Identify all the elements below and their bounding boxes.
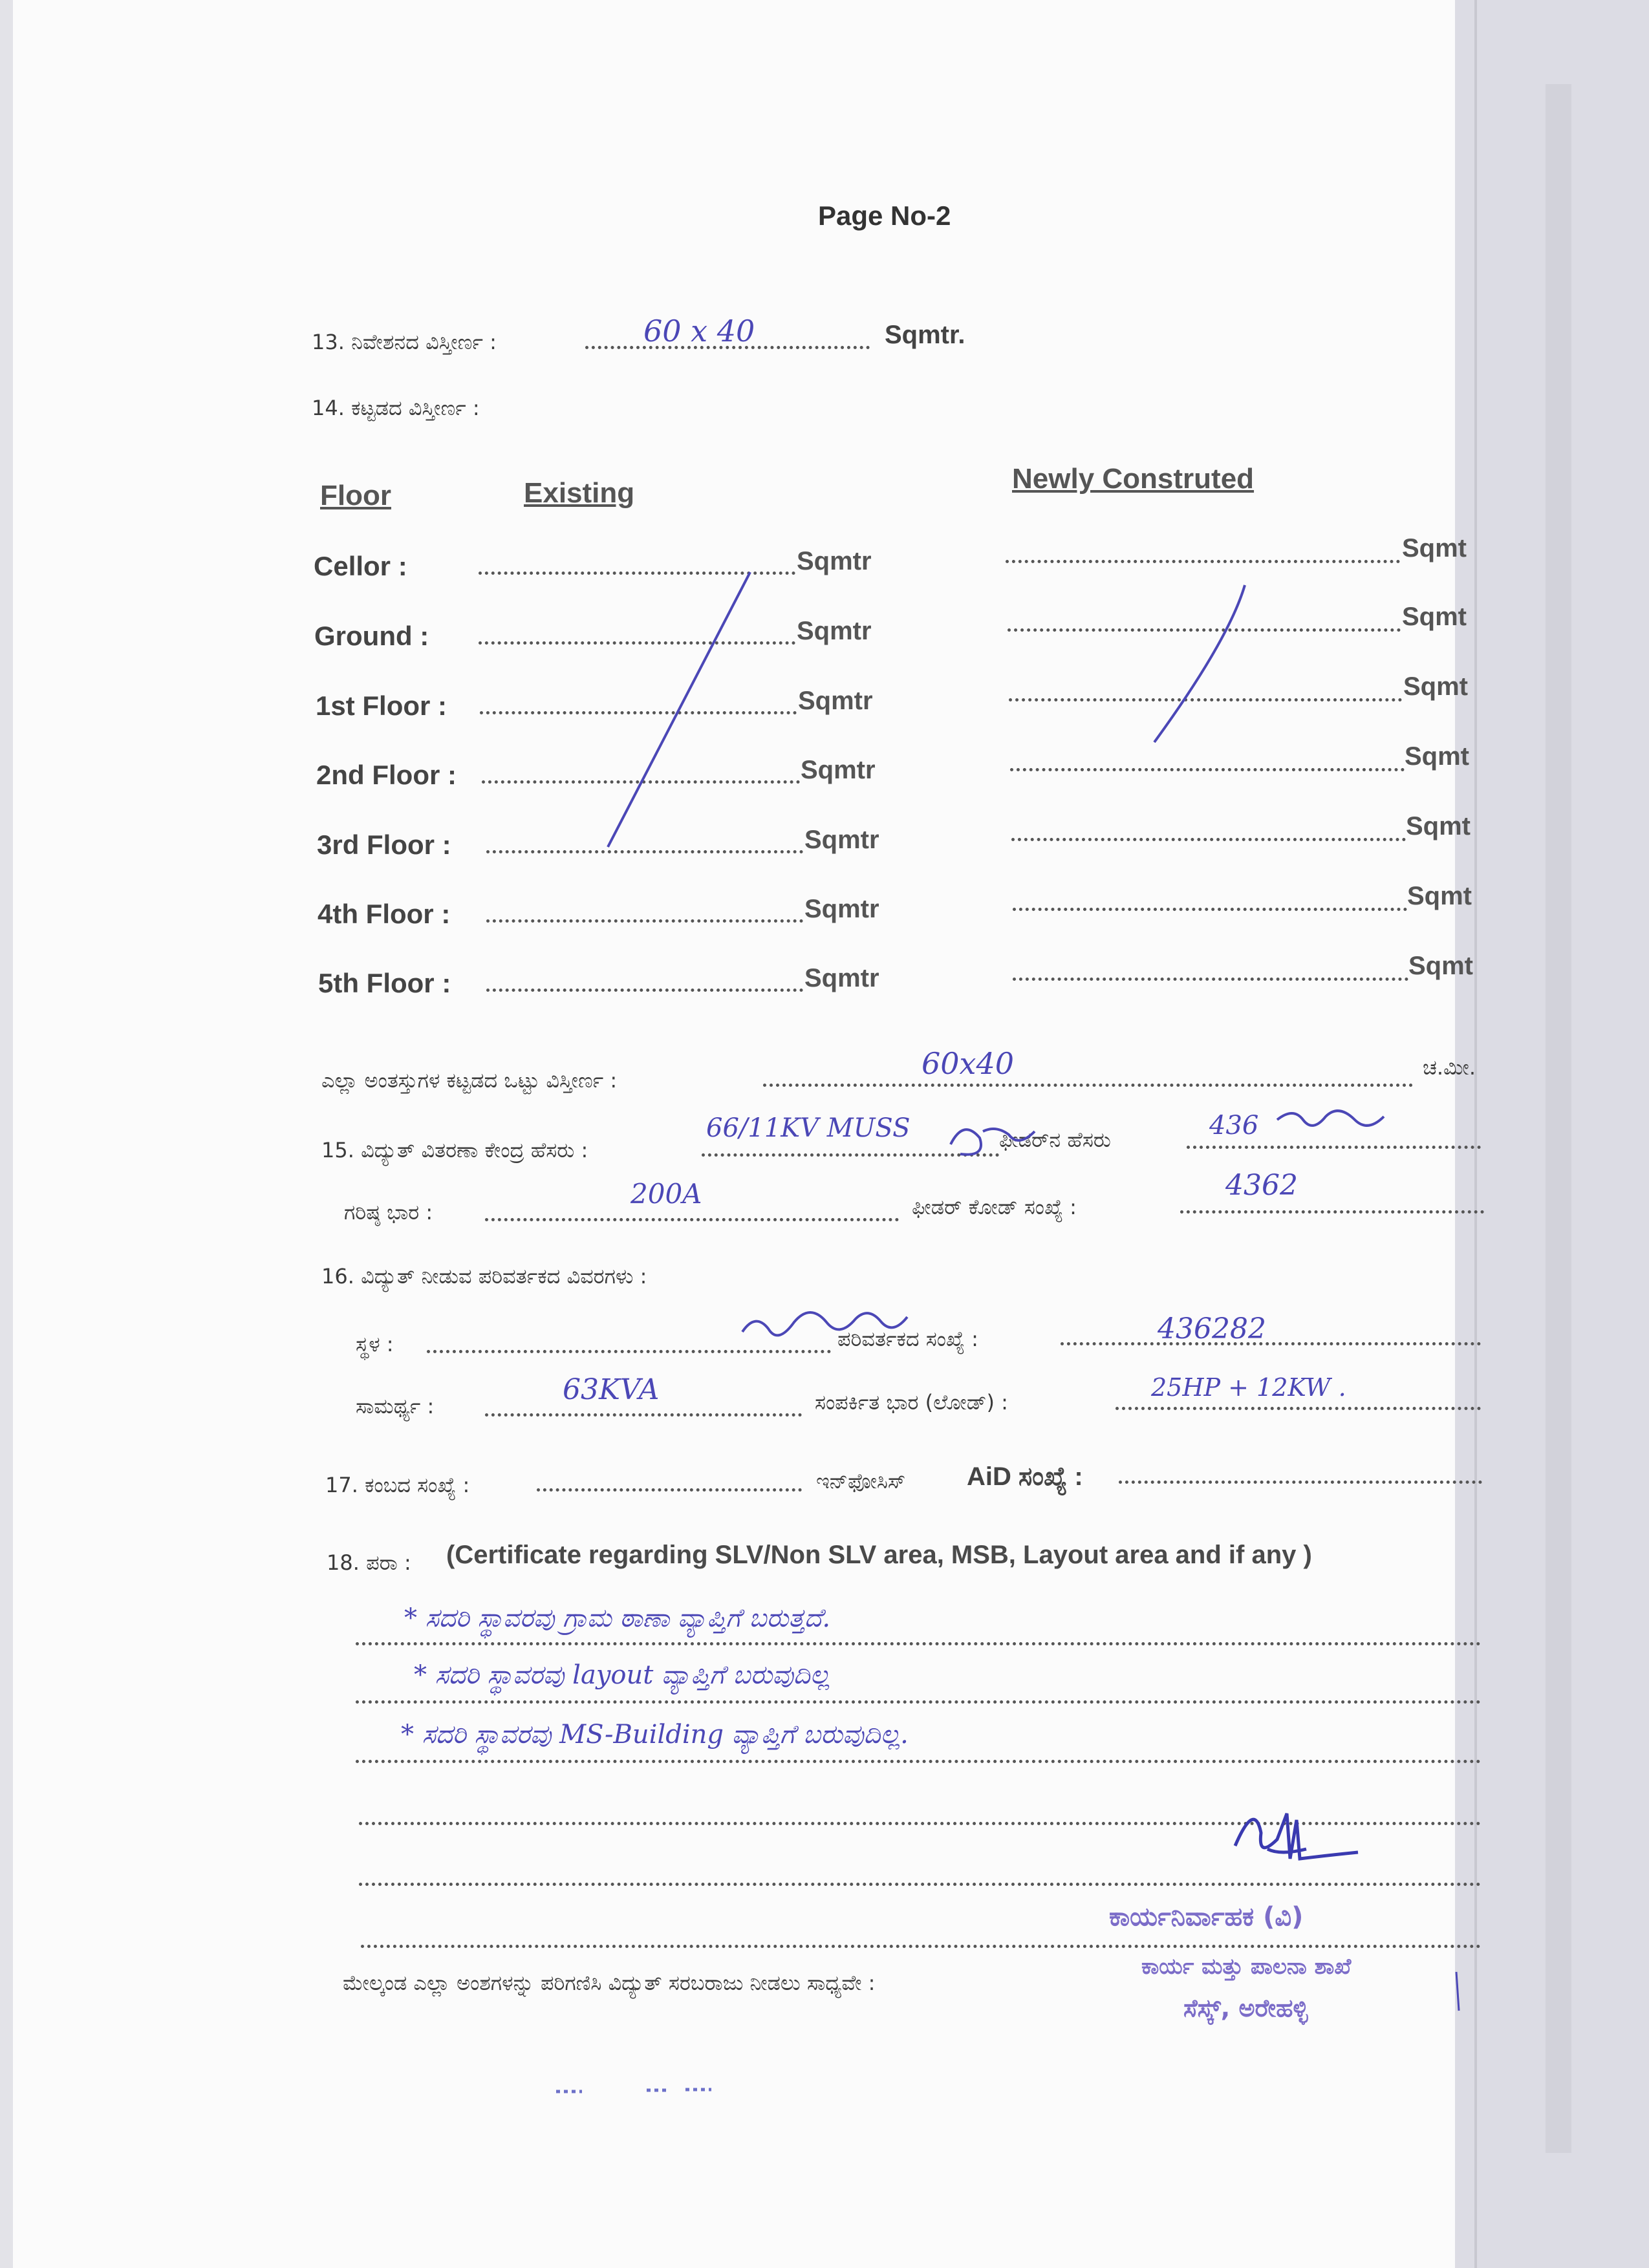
max-load-label: ಗರಿಷ್ಠ ಭಾರ : (344, 1200, 433, 1225)
existing-unit: Sqmtr (798, 687, 873, 715)
total-area-unit: ಚ.ಮೀ. (1423, 1055, 1476, 1080)
floor-header: Floor (320, 480, 391, 511)
max-load-value: 200A (630, 1178, 702, 1210)
existing-unit: Sqmtr (797, 617, 872, 645)
item16-label: 16. ವಿದ್ಯುತ್ ನೀಡುವ ಪರಿವರ್ತಕದ ವಿವರಗಳು : (321, 1264, 647, 1289)
floor-label: 2nd Floor : (316, 760, 457, 790)
transformer-no-value: 436282 (1158, 1312, 1266, 1345)
stamp-mark (1456, 1972, 1459, 2011)
floor-label: 5th Floor : (318, 968, 451, 998)
item13-unit: Sqmtr. (885, 321, 965, 349)
new-header: Newly Construted (1012, 463, 1255, 495)
existing-unit: Sqmtr (797, 547, 872, 575)
item13-label: 13. ನಿವೇಶನದ ವಿಸ್ತೀರ್ಣ : (312, 330, 497, 354)
new-unit: Sqmt (1408, 952, 1473, 980)
ink-smudge (556, 2090, 711, 2091)
existing-unit: Sqmtr (801, 756, 876, 784)
new-unit: Sqmt (1402, 534, 1467, 562)
existing-unit: Sqmtr (804, 964, 879, 992)
connected-load-label: ಸಂಪರ್ಕಿತ ಭಾರ (ಲೋಡ್) : (815, 1390, 1008, 1415)
item13-value: 60 x 40 (643, 314, 755, 348)
signature (1235, 1813, 1358, 1859)
station-handwriting (951, 1129, 1035, 1155)
new-unit: Sqmt (1402, 603, 1467, 631)
total-area-label: ಎಲ್ಲಾ ಅಂತಸ್ತುಗಳ ಕಟ್ಟಡದ ಒಟ್ಟು ವಿಸ್ತೀರ್ಣ : (321, 1068, 618, 1093)
new-unit: Sqmt (1405, 742, 1469, 771)
new-unit: Sqmt (1407, 882, 1472, 910)
certificate-text: (Certificate regarding SLV/Non SLV area, MSB, Layout area and if any ) (446, 1541, 1312, 1569)
total-area-value: 60x40 (921, 1046, 1015, 1081)
new-cross-line (1154, 585, 1245, 742)
floor-label: Ground : (314, 621, 429, 651)
infosys-label: ಇನ್‌ಫೋಸಿಸ್ (816, 1469, 906, 1493)
note-3: * ಸದರಿ ಸ್ಥಾವರವು MS-Building ವ್ಯಾಪ್ತಿಗೆ ಬರುವುದಿಲ್ಲ. (401, 1720, 909, 1749)
item15-label: 15. ವಿದ್ಯುತ್ ವಿತರಣಾ ಕೇಂದ್ರ ಹೆಸರು : (321, 1138, 588, 1162)
footer-text: ಮೇಲ್ಕಂಡ ಎಲ್ಲಾ ಅಂಶಗಳನ್ನು ಪರಿಗಣಿಸಿ ವಿದ್ಯುತ್ ಸರಬರಾಜು ನೀಡಲು ಸಾಧ್ಯವೇ : (343, 1971, 876, 1995)
capacity-label: ಸಾಮರ್ಥ್ಯ : (356, 1394, 435, 1418)
floor-label: 4th Floor : (318, 899, 451, 929)
feeder-handwriting (1277, 1111, 1384, 1126)
existing-unit: Sqmtr (804, 826, 879, 854)
feeder-code-value: 4362 (1225, 1169, 1298, 1202)
item14-label: 14. ಕಟ್ಟಡದ ವಿಸ್ತೀರ್ಣ : (312, 396, 480, 420)
transformer-no-label: ಪರಿವರ್ತಕದ ಸಂಖ್ಯೆ : (837, 1327, 978, 1351)
page-title: Page No-2 (818, 200, 951, 231)
floor-label: Cellor : (314, 551, 407, 581)
note-1: * ಸದರಿ ಸ್ಥಾವರವು ಗ್ರಾಮ ಠಾಣಾ ವ್ಯಾಪ್ತಿಗೆ ಬರುತ್ತದೆ. (404, 1603, 831, 1633)
feeder-value: 436 (1209, 1111, 1259, 1140)
item17-label: 17. ಕಂಬದ ಸಂಖ್ಯೆ : (325, 1473, 470, 1497)
floor-label: 1st Floor : (316, 690, 447, 721)
place-label: ಸ್ಥಳ : (356, 1332, 394, 1356)
capacity-value: 63KVA (563, 1373, 660, 1406)
place-handwriting (742, 1312, 907, 1335)
existing-cross-line (608, 572, 750, 847)
stamp-line-3: ಸೆಸ್ಕ್, ಅರೇಹಳ್ಳಿ (1183, 1994, 1308, 2022)
item18-label: 18. ಪರಾ : (327, 1550, 411, 1575)
station-value: 66/11KV MUSS (706, 1113, 911, 1143)
existing-unit: Sqmtr (804, 895, 879, 923)
note-2: * ಸದರಿ ಸ್ಥಾವರವು layout ವ್ಯಾಪ್ತಿಗೆ ಬರುವುದಿಲ್ಲ (414, 1660, 830, 1690)
stamp-line-2: ಕಾರ್ಯ ಮತ್ತು ಪಾಲನಾ ಶಾಖೆ (1141, 1954, 1352, 1980)
connected-load-value: 25HP + 12KW . (1151, 1373, 1346, 1402)
existing-header: Existing (524, 477, 635, 509)
feeder-label: ಫೀಡರ್‌ನ ಹೆಸರು (999, 1128, 1111, 1152)
feeder-code-label: ಫೀಡರ್ ಕೋಡ್ ಸಂಖ್ಯೆ : (912, 1195, 1077, 1219)
floor-label: 3rd Floor : (317, 829, 451, 860)
new-unit: Sqmt (1403, 672, 1468, 701)
new-unit: Sqmt (1406, 812, 1471, 840)
stamp-line-1: ಕಾರ್ಯನಿರ್ವಾಹಕ (ವಿ) (1109, 1902, 1304, 1932)
aid-label: AiD ಸಂಖ್ಯೆ : (967, 1462, 1083, 1491)
